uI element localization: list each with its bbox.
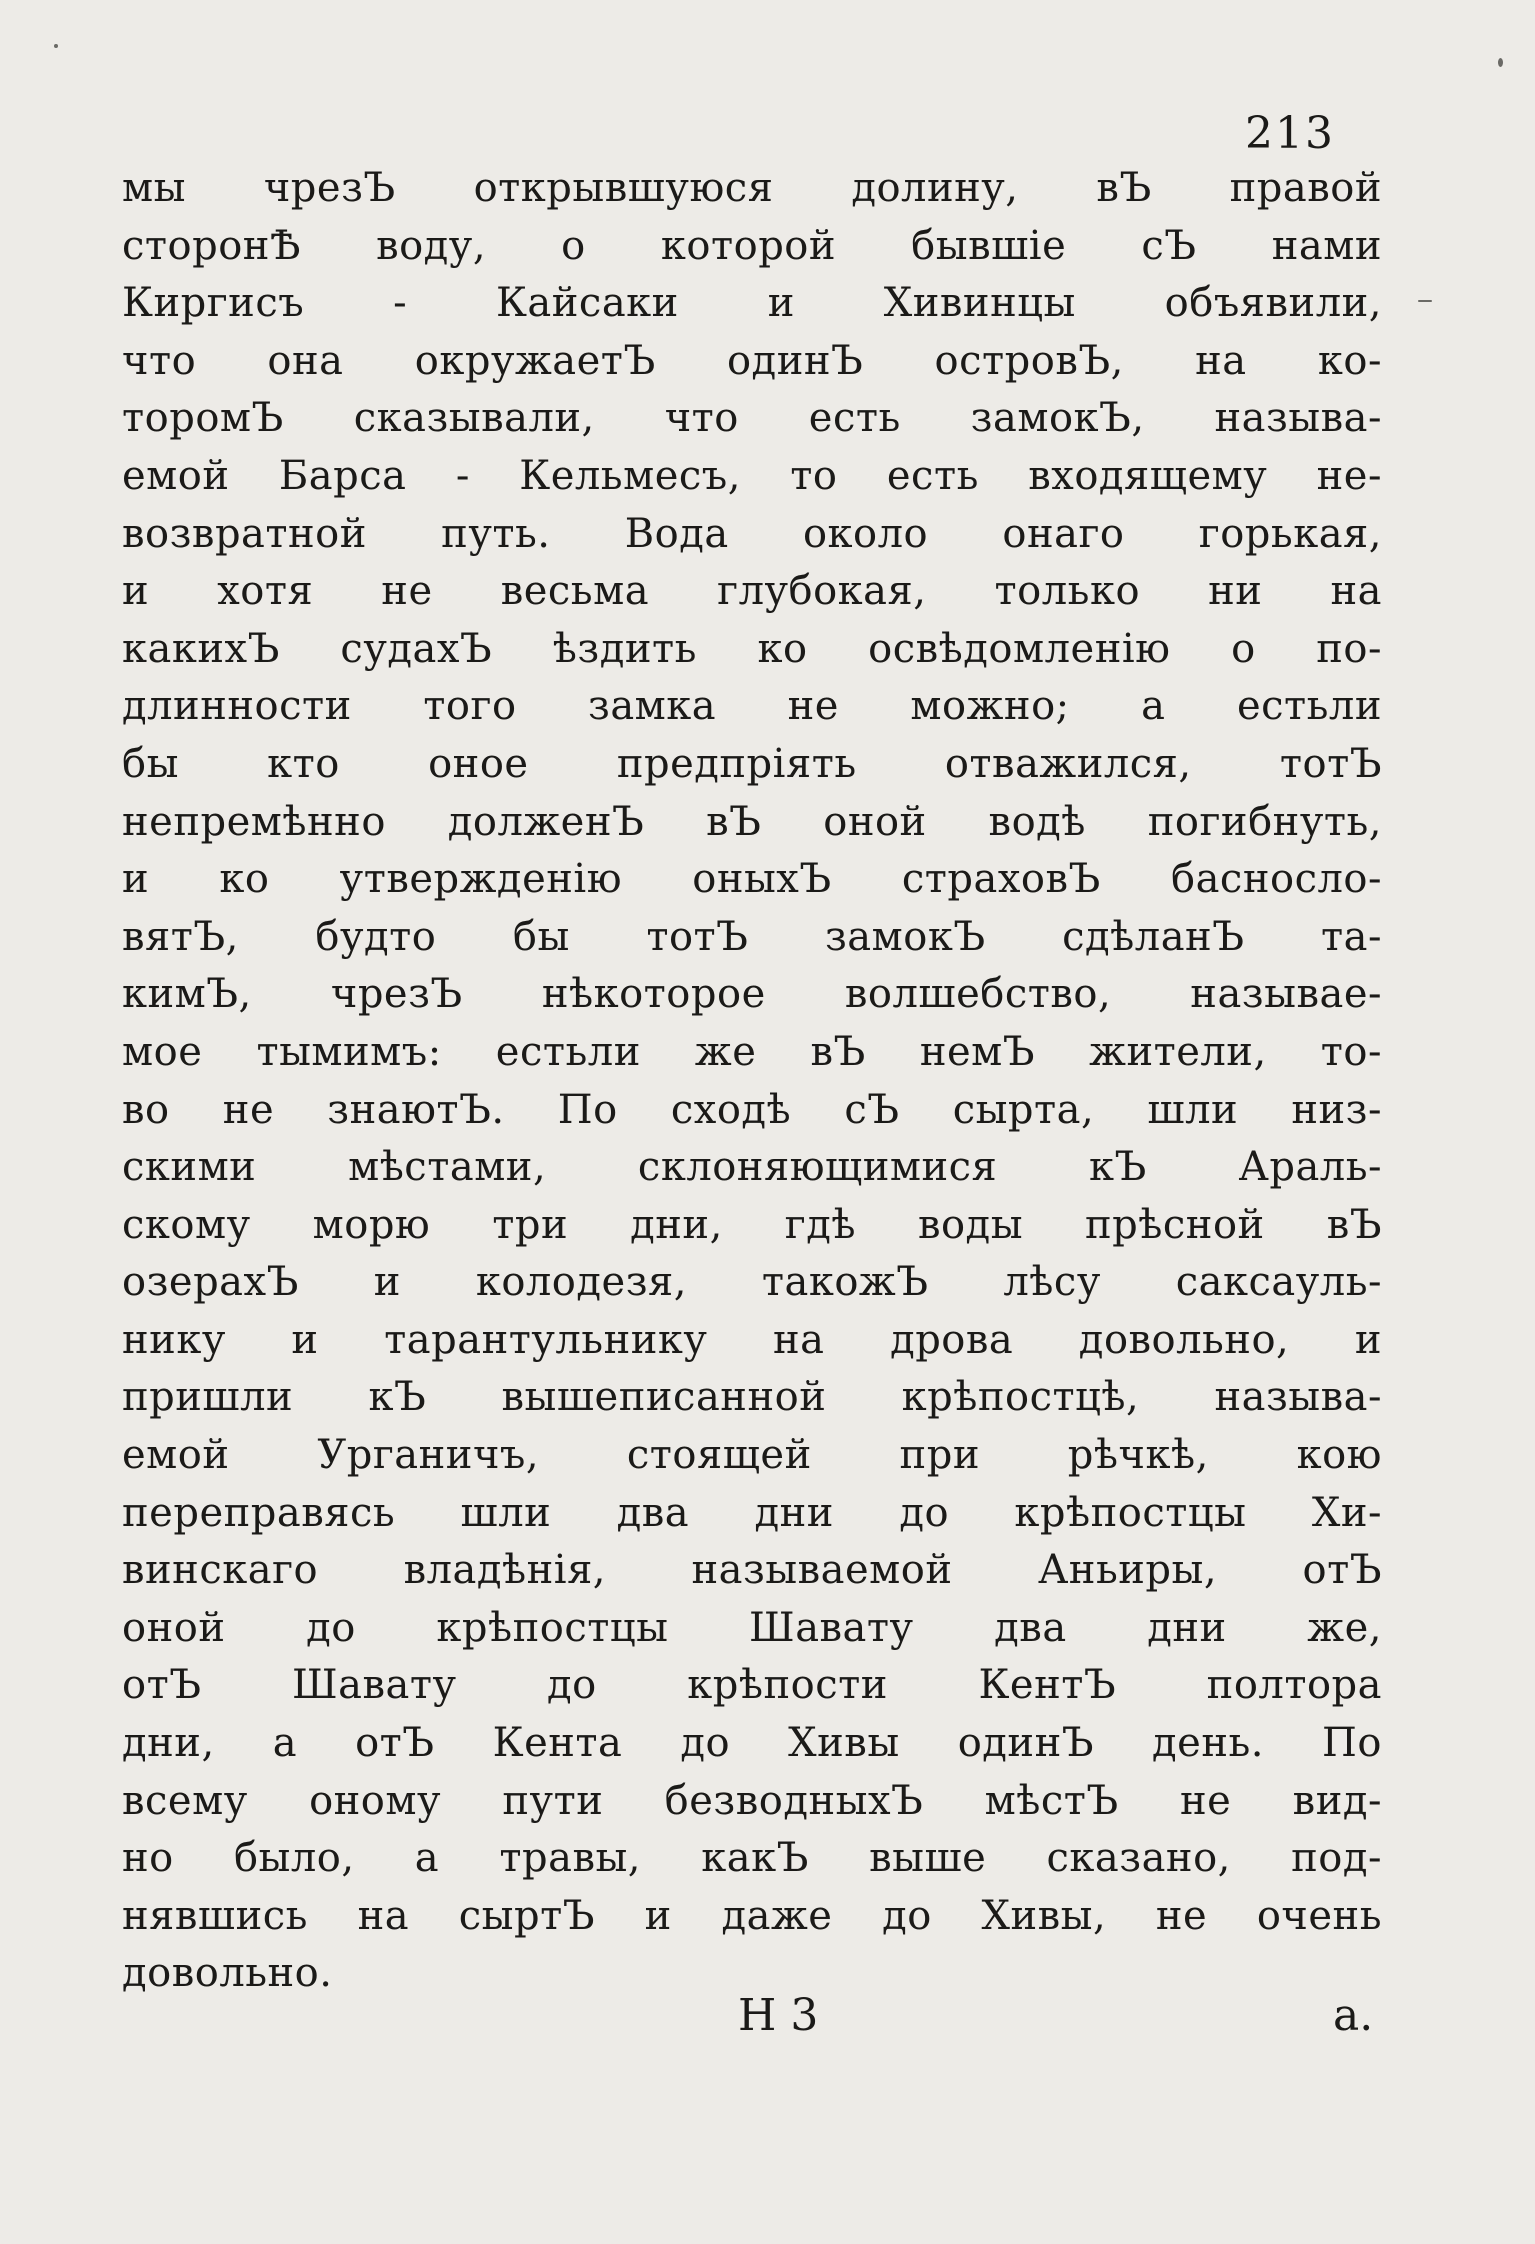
text-line: нявшись на сыртЪ и даже до Хивы, не очень [122,1892,1382,1939]
page-number: 213 [1245,108,1335,159]
text-line: и хотя не весьма глубокая, только ни на [122,568,1382,615]
signature-mark: Н 3 [738,1990,819,2041]
text-line: озерахЪ и колодезя, такожЪ лѣсу саксауль- [122,1259,1382,1306]
text-line: дни, а отЪ Кента до Хивы одинЪ день. По [122,1720,1382,1767]
text-line: емой Барса - Кельмесъ, то есть входящему не- [122,452,1382,499]
text-line: вятЪ, будто бы тотЪ замокЪ сдѣланЪ та- [122,913,1382,960]
paper-speck [1498,58,1503,67]
text-line: что она окружаетЪ одинЪ островЪ, на ко- [122,337,1382,384]
text-line: возвратной путь. Вода около онаго горькая, [122,510,1382,557]
text-line: переправясь шли два дни до крѣпостцы Хи- [122,1489,1382,1536]
text-line: нику и тарантульнику на дрова довольно, и [122,1316,1382,1363]
text-line: во не знаютЪ. По сходѣ сЪ сырта, шли низ- [122,1086,1382,1133]
text-line: емой Урганичъ, стоящей при рѣчкѣ, кою [122,1432,1382,1479]
text-line: бы кто оное предпріять отважился, тотЪ [122,740,1382,787]
text-line: какихЪ судахЪ ѣздить ко освѣдомленію о по- [122,625,1382,672]
text-line: довольно. [122,1950,333,1997]
text-line: но было, а травы, какЪ выше сказано, под- [122,1835,1382,1882]
text-line: мое тымимъ: естьли же вЪ немЪ жители, то- [122,1028,1382,1075]
text-line: винскаго владѣнія, называемой Аньиры, отЪ [122,1547,1382,1594]
text-line: торомЪ сказывали, что есть замокЪ, называ- [122,395,1382,442]
text-line: мы чрезЪ открывшуюся долину, вЪ правой [122,165,1382,211]
text-line: скому морю три дни, гдѣ воды прѣсной вЪ [122,1201,1382,1248]
text-line: скими мѣстами, склоняющимися кЪ Араль- [122,1144,1382,1191]
text-line: длинности того замка не можно; а естьли [122,683,1382,730]
body-text [122,160,1382,2003]
text-line: и ко утвержденію оныхЪ страховЪ басносло- [122,856,1382,903]
text-line: оной до крѣпостцы Шавату два дни же, [122,1604,1382,1651]
paper-speck [1418,300,1432,302]
text-line: отЪ Шавату до крѣпости КентЪ полтора [122,1662,1382,1709]
text-line: Киргисъ - Кайсаки и Хивинцы объявили, [122,280,1382,327]
text-line: кимЪ, чрезЪ нѣкоторое волшебство, называе- [122,971,1382,1018]
paper-speck [54,44,58,48]
text-line: пришли кЪ вышеписанной крѣпостцѣ, называ- [122,1374,1382,1421]
catchword: а. [1333,1990,1374,2041]
text-line: всему оному пути безводныхЪ мѣстЪ не вид- [122,1777,1382,1824]
text-line: сторонѢ воду, о которой бывшіе сЪ нами [122,222,1382,269]
text-line: непремѣнно долженЪ вЪ оной водѣ погибнуть, [122,798,1382,845]
